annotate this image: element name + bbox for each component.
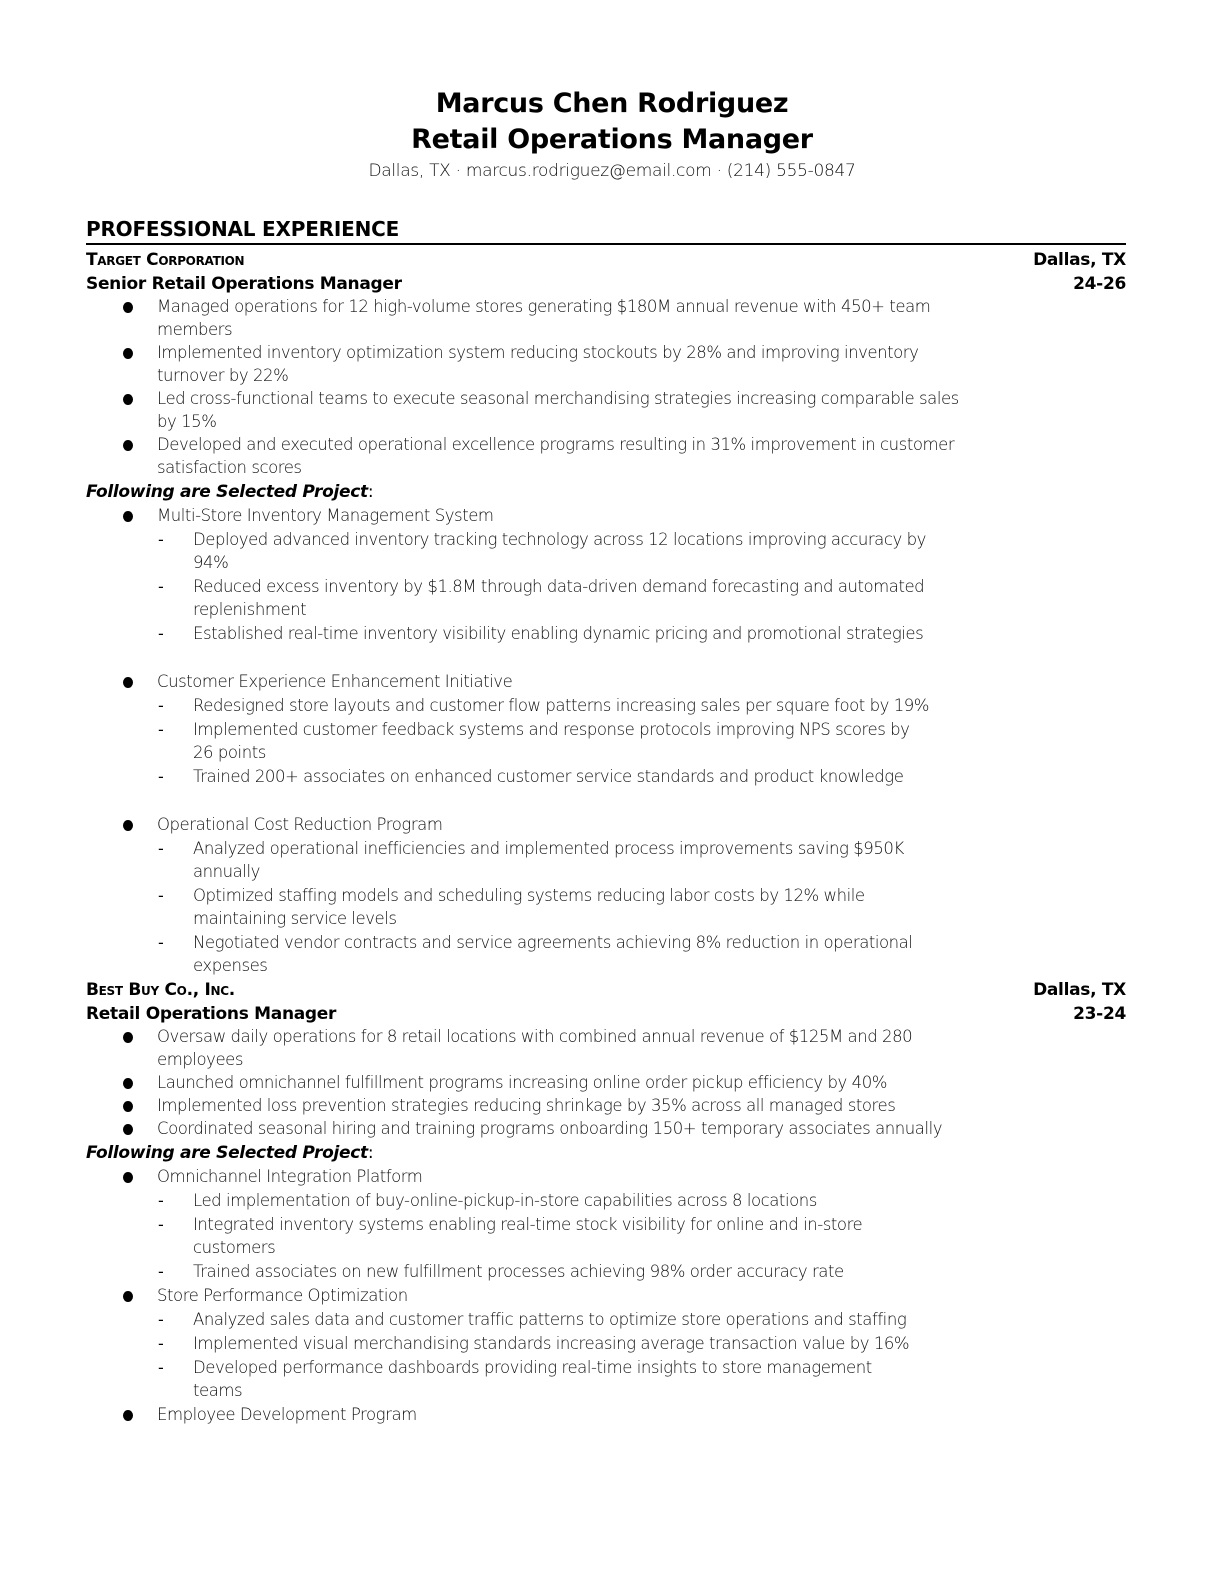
- project-name: Operational Cost Reduction Program: [157, 815, 443, 834]
- selected-projects-colon: :: [367, 482, 374, 502]
- dash-icon: -: [158, 1262, 164, 1281]
- dash-icon: -: [158, 933, 164, 952]
- bullet-icon: [123, 302, 133, 313]
- bullet-icon: [123, 394, 133, 405]
- selected-projects-colon: :: [367, 1143, 374, 1163]
- project-name: Omnichannel Integration Platform: [157, 1167, 423, 1186]
- achievement-bullet-text: by 15%: [157, 412, 217, 431]
- dash-icon: -: [158, 577, 164, 596]
- project-detail-text: maintaining service levels: [193, 909, 397, 928]
- project-detail-text: 26 points: [193, 743, 266, 762]
- company-name: Best Buy Co., Inc.: [86, 980, 235, 1000]
- project-detail-text: Analyzed operational inefficiencies and implemented process improvements saving $950K: [193, 839, 904, 858]
- project-detail-text: Established real-time inventory visibility enabling dynamic pricing and promotional strategies: [193, 624, 924, 643]
- project-name: Store Performance Optimization: [157, 1286, 408, 1305]
- project-detail-text: Trained 200+ associates on enhanced customer service standards and product knowledge: [193, 767, 904, 786]
- project-detail-text: Reduced excess inventory by $1.8M through data-driven demand forecasting and automated: [193, 577, 925, 596]
- candidate-name: Marcus Chen Rodriguez: [435, 88, 789, 119]
- bullet-icon: [123, 348, 133, 359]
- project-detail-text: Redesigned store layouts and customer flow patterns increasing sales per square foot by 19%: [193, 696, 930, 715]
- selected-projects-heading: [86, 1141, 373, 1165]
- dash-icon: -: [158, 530, 164, 549]
- dash-icon: -: [158, 1191, 164, 1210]
- selected-projects-label: Following are Selected Project: [86, 482, 368, 502]
- achievement-bullet-text: Launched omnichannel fulfillment programs increasing online order pickup efficiency by 40%: [157, 1073, 887, 1092]
- job-role: Retail Operations Manager: [86, 1004, 337, 1024]
- achievement-bullet-text: Coordinated seasonal hiring and training programs onboarding 150+ temporary associates annually: [157, 1119, 943, 1138]
- resume-header: [0, 86, 1224, 184]
- bullet-icon: [123, 1410, 133, 1421]
- project-detail-text: Analyzed sales data and customer traffic patterns to optimize store operations and staffing: [193, 1310, 907, 1329]
- achievement-bullet-text: Implemented inventory optimization system reducing stockouts by 28% and improving inventory: [157, 343, 919, 362]
- company-name: Target Corporation: [86, 250, 245, 270]
- dash-icon: -: [158, 720, 164, 739]
- selected-projects-heading: [86, 480, 373, 504]
- project-detail-text: customers: [193, 1238, 276, 1257]
- achievement-bullet-text: Implemented loss prevention strategies reducing shrinkage by 35% across all managed stores: [157, 1096, 896, 1115]
- job-company-row: [86, 248, 1126, 272]
- dash-icon: -: [158, 1310, 164, 1329]
- dash-icon: -: [158, 886, 164, 905]
- project-detail-text: Developed performance dashboards providing real-time insights to store management: [193, 1358, 872, 1377]
- achievement-bullet-text: Oversaw daily operations for 8 retail locations with combined annual revenue of $125M and 280: [157, 1027, 913, 1046]
- project-name: Multi-Store Inventory Management System: [157, 506, 494, 525]
- bullet-icon: [123, 1101, 133, 1112]
- dash-icon: -: [158, 767, 164, 786]
- project-detail-text: Deployed advanced inventory tracking technology across 12 locations improving accuracy by: [193, 530, 926, 549]
- project-detail-text: Led implementation of buy-online-pickup-in-store capabilities across 8 locations: [193, 1191, 817, 1210]
- dash-icon: -: [158, 839, 164, 858]
- bullet-icon: [123, 1124, 133, 1135]
- bullet-icon: [123, 511, 133, 522]
- achievement-bullet-text: Developed and executed operational excellence programs resulting in 31% improvement in customer: [157, 435, 955, 454]
- job-company-row: [86, 978, 1126, 1002]
- bullet-icon: [123, 1172, 133, 1183]
- project-detail-text: Implemented visual merchandising standards increasing average transaction value by 16%: [193, 1334, 910, 1353]
- project-detail-text: teams: [193, 1381, 243, 1400]
- contact-info: Dallas, TX · marcus.rodriguez@email.com · (214) 555-0847: [368, 161, 856, 181]
- selected-projects-label: Following are Selected Project: [86, 1143, 368, 1163]
- project-detail-text: Trained associates on new fulfillment processes achieving 98% order accuracy rate: [193, 1262, 844, 1281]
- project-detail-text: 94%: [193, 553, 229, 572]
- bullet-icon: [123, 1291, 133, 1302]
- job-location: Dallas, TX: [1033, 980, 1126, 1000]
- project-detail-text: Implemented customer feedback systems and response protocols improving NPS scores by: [193, 720, 910, 739]
- achievement-bullet-text: Led cross-functional teams to execute seasonal merchandising strategies increasing comparable sales: [157, 389, 959, 408]
- bullet-icon: [123, 1078, 133, 1089]
- project-name: Employee Development Program: [157, 1405, 417, 1424]
- project-detail-text: annually: [193, 862, 260, 881]
- achievement-bullet-text: members: [157, 320, 233, 339]
- job-dates: 23-24: [1073, 1004, 1126, 1024]
- candidate-title: Retail Operations Manager: [411, 124, 813, 155]
- section-title-experience: PROFESSIONAL EXPERIENCE: [86, 217, 400, 241]
- dash-icon: -: [158, 624, 164, 643]
- dash-icon: -: [158, 1334, 164, 1353]
- project-name: Customer Experience Enhancement Initiative: [157, 672, 513, 691]
- project-detail-text: Integrated inventory systems enabling real-time stock visibility for online and in-store: [193, 1215, 863, 1234]
- dash-icon: -: [158, 1358, 164, 1377]
- bullet-icon: [123, 820, 133, 831]
- achievement-bullet-text: Managed operations for 12 high-volume stores generating $180M annual revenue with 450+ team: [157, 297, 931, 316]
- section-divider: [86, 243, 1126, 245]
- job-dates: 24-26: [1073, 274, 1126, 294]
- bullet-icon: [123, 677, 133, 688]
- job-location: Dallas, TX: [1033, 250, 1126, 270]
- achievement-bullet-text: satisfaction scores: [157, 458, 302, 477]
- job-role: Senior Retail Operations Manager: [86, 274, 402, 294]
- achievement-bullet-text: turnover by 22%: [157, 366, 289, 385]
- bullet-icon: [123, 1032, 133, 1043]
- dash-icon: -: [158, 1215, 164, 1234]
- bullet-icon: [123, 440, 133, 451]
- project-detail-text: Negotiated vendor contracts and service agreements achieving 8% reduction in operational: [193, 933, 913, 952]
- project-detail-text: replenishment: [193, 600, 307, 619]
- project-detail-text: expenses: [193, 956, 268, 975]
- project-detail-text: Optimized staffing models and scheduling systems reducing labor costs by 12% while: [193, 886, 865, 905]
- job-role-row: [86, 272, 1126, 296]
- dash-icon: -: [158, 696, 164, 715]
- job-role-row: [86, 1002, 1126, 1026]
- achievement-bullet-text: employees: [157, 1050, 243, 1069]
